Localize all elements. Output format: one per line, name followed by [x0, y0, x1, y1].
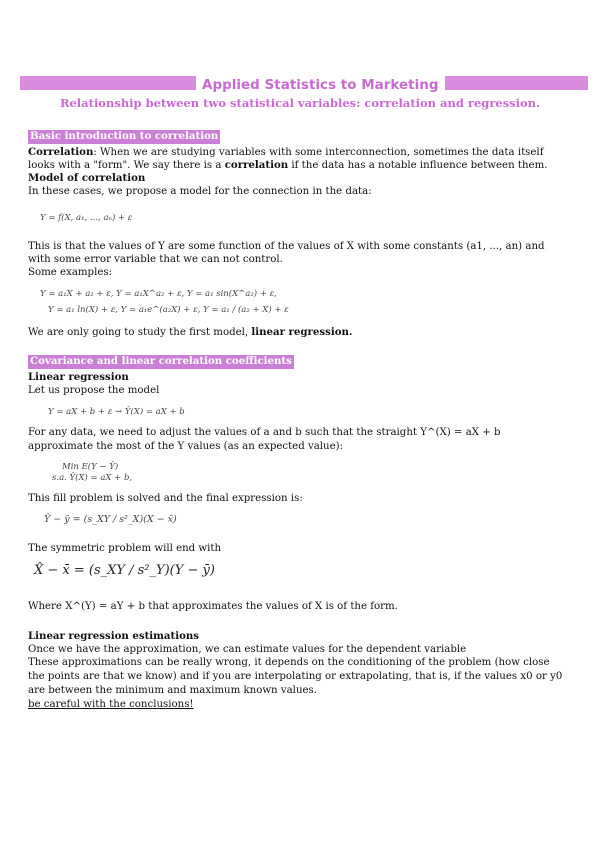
- solved-block: [28, 492, 568, 505]
- adjust-text: For any data, we need to adjust the values of a and b such that the straight Y^(X) = aX + b approximate the most of the Y values (as an expected value):: [28, 427, 501, 452]
- correlation-paragraph: [28, 146, 568, 172]
- correlation-text-2: if the data has a notable influence between them.: [288, 160, 548, 171]
- correlation-term: Correlation: [28, 146, 94, 158]
- equation-min-1: Min E(Y − Ŷ): [62, 462, 119, 472]
- title-wrap: [196, 74, 445, 94]
- equation-symmetric: X̂ − x̄ = (s_XY / s²_Y)(Y − ȳ): [34, 563, 215, 578]
- only-term: linear regression.: [251, 326, 353, 338]
- model-explain-block: [28, 240, 568, 279]
- section-covariance: [28, 355, 568, 397]
- model-heading: Model of correlation: [28, 172, 146, 184]
- section-heading-basic: Basic introduction to correlation: [30, 130, 219, 142]
- estimations-p1: Once we have the approximation, we can estimate values for the dependent variable: [28, 644, 467, 655]
- estimations-heading: Linear regression estimations: [28, 630, 200, 642]
- solved-text: This fill problem is solved and the final expression is:: [28, 493, 303, 504]
- where-block: [28, 600, 568, 613]
- equation-model: Y = f(X, a₁, ..., aₙ) + ε: [40, 213, 133, 223]
- linear-regression-heading: Linear regression: [28, 371, 129, 383]
- correlation-term-2: correlation: [224, 159, 289, 171]
- adjust-block: [28, 426, 568, 454]
- doc-title: Applied Statistics to Marketing: [202, 77, 439, 93]
- equation-solution: Ŷ − ȳ = (s_XY / s²_X)(X − x̄): [44, 514, 177, 525]
- equation-examples-2: Y = a₁ ln(X) + ε, Y = a₁e^(a₂X) + ε, Y = a₁ / (a₂ + X) + ε: [48, 305, 289, 315]
- symmetric-text: The symmetric problem will end with: [28, 543, 222, 554]
- section-estimations: [28, 630, 568, 711]
- model-intro: In these cases, we propose a model for the connection in the data:: [28, 186, 372, 197]
- warning-text: be careful with the conclusions!: [28, 699, 194, 710]
- section-basic-intro: [28, 130, 568, 198]
- where-text: Where X^(Y) = aY + b that approximates the values of X is of the form.: [28, 601, 398, 612]
- only-text: We are only going to study the first model,: [28, 327, 252, 338]
- equation-linear-model: Y = aX + b + ε → Ŷ(X) = aX + b: [48, 407, 185, 417]
- doc-subtitle: Relationship between two statistical variables: correlation and regression.: [59, 96, 541, 110]
- correlation-text-1: : When we are studying variables with some interconnection, sometimes the data itself looks with a "form". We say there is a: [28, 147, 544, 171]
- equation-min-2: s.a. Ŷ(X) = aX + b,: [52, 473, 133, 483]
- section-heading-covariance: Covariance and linear correlation coefficients: [30, 355, 292, 367]
- estimations-p2: These approximations can be really wrong, it depends on the conditioning of the problem (how close the points are that we know) and if you are interpolating or extrapolating, that is, if the values x0 or y0 are between the minimum and maximum known values.: [28, 657, 563, 696]
- equation-examples-1: Y = a₁X + a₂ + ε, Y = a₁X^a₂ + ε, Y = a₁ sin(X^a₂) + ε,: [40, 289, 277, 299]
- examples-label: Some examples:: [28, 267, 113, 278]
- model-explain: This is that the values of Y are some function of the values of X with some constants (a1, ..., an) and with some error variable that we can not control.: [28, 241, 545, 265]
- only-first-model: [28, 326, 568, 339]
- linear-regression-intro: Let us propose the model: [28, 385, 160, 396]
- symmetric-block: [28, 542, 568, 555]
